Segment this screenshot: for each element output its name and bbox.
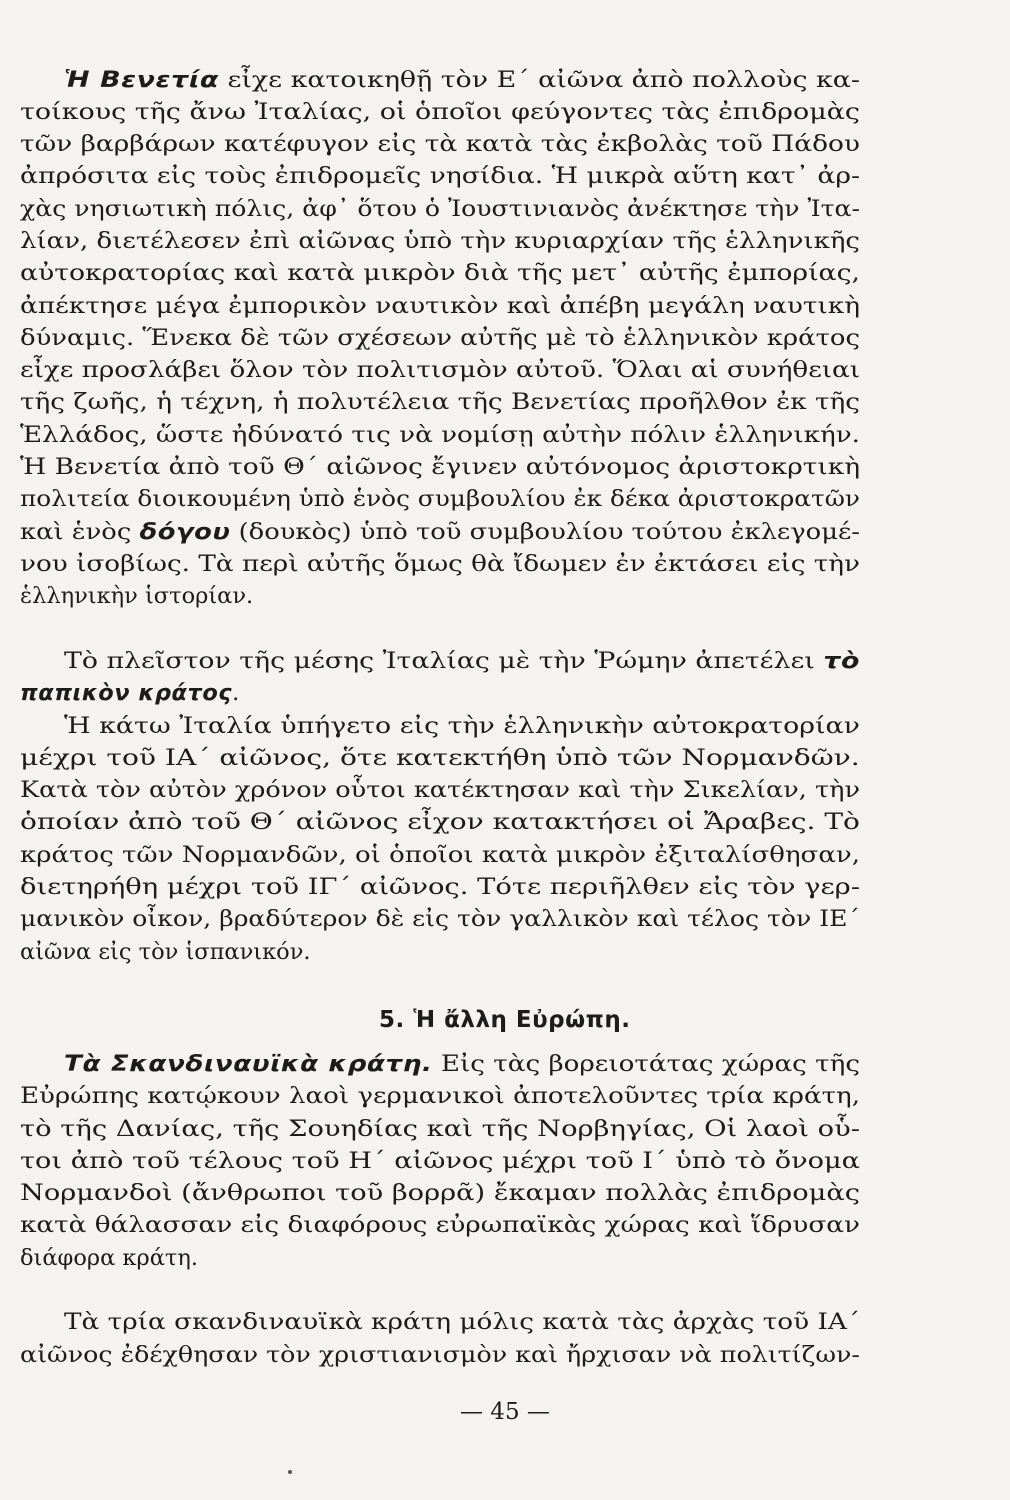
page-number-text: — 45 — xyxy=(460,1399,550,1425)
text-run: Εἰς τὰς βορειοτάτας χώρας τῆς xyxy=(432,1051,861,1077)
text-run: κράτος τῶν Νορμανδῶν, οἱ ὁποῖοι κατὰ μικρὸν ἐξιταλίσθησαν, xyxy=(20,842,860,868)
text-line-content xyxy=(20,354,860,386)
text-line-content xyxy=(20,1145,860,1177)
text-run: χὰς νησιωτικὴ πόλις, ἀφ᾿ ὅτου ὁ Ἰουστινιανὸς ἀνέκτησε τὴν Ἰτα- xyxy=(20,196,861,222)
text-run: ἀπέκτησε μέγα ἐμπορικὸν ναυτικὸν καὶ ἀπέβη μεγάλη ναυτικὴ xyxy=(20,293,861,319)
text-line-content xyxy=(20,1209,860,1241)
text-line xyxy=(0,483,1010,515)
text-line xyxy=(0,806,1010,838)
text-line-content xyxy=(20,1339,860,1371)
text-run: εἶχε κατοικηθῇ τὸν Ε΄ αἰῶνα ἀπὸ πολλοὺς κα- xyxy=(218,67,861,93)
text-line-content xyxy=(20,516,860,548)
text-line xyxy=(0,160,1010,192)
text-line xyxy=(0,580,1010,612)
text-run: (δουκὸς) ὑπὸ τοῦ συμβουλίου τούτου ἐκλεγομέ- xyxy=(230,519,861,545)
text-run: ἀπρόσιτα εἰς τοὺς ἐπιδρομεῖς νησίδια. Ἡ μικρὰ αὕτη κατ᾿ ἀρ- xyxy=(20,163,860,189)
emphasis-text: δόγου xyxy=(139,519,231,545)
text-run: αὐτοκρατορίας καὶ κατὰ μικρὸν διὰ τῆς μετ᾿ αὐτῆς ἐμπορίας, xyxy=(20,260,860,286)
text-line-content xyxy=(20,548,860,580)
text-run: ὁποίαν ἀπὸ τοῦ Θ΄ αἰῶνος εἶχον κατακτήσει οἱ Ἄραβες. Τὸ xyxy=(20,809,860,835)
text-run: τοίκους τῆς ἄνω Ἰταλίας, οἱ ὁποῖοι φεύγοντες τὰς ἐπιδρομὰς xyxy=(20,99,861,125)
text-line xyxy=(0,710,1010,742)
text-line xyxy=(0,774,1010,806)
text-line xyxy=(0,128,1010,160)
text-run: μανικὸν οἶκον, βραδύτερον δὲ εἰς τὸν γαλλικὸν καὶ τέλος τὸν ΙΕ΄ xyxy=(20,906,860,932)
text-line xyxy=(0,1048,1010,1080)
text-line-content xyxy=(20,96,860,128)
text-line xyxy=(0,451,1010,483)
text-run: μέχρι τοῦ ΙΑ΄ αἰῶνος, ὅτε κατεκτήθη ὑπὸ τῶν Νορμανδῶν. xyxy=(20,745,860,771)
text-run: Κατὰ τὸν αὐτὸν χρόνον οὗτοι κατέκτησαν καὶ τὴν Σικελίαν, τὴν xyxy=(20,777,860,803)
text-line-content xyxy=(20,290,860,322)
text-line-content xyxy=(20,936,311,968)
emphasis-text: τὸ xyxy=(823,648,860,674)
section-title xyxy=(0,1004,1010,1036)
text-line xyxy=(0,871,1010,903)
text-line-content xyxy=(20,871,860,903)
text-line-content xyxy=(20,419,860,451)
text-line-content xyxy=(20,742,860,774)
text-line xyxy=(0,1339,1010,1371)
text-line-content xyxy=(20,322,860,354)
text-run: τῆς ζωῆς, ἡ τέχνη, ἡ πολυτέλεια τῆς Βενετίας προῆλθον ἐκ τῆς xyxy=(20,389,861,415)
text-line xyxy=(0,290,1010,322)
page-number xyxy=(0,1396,1010,1428)
text-line xyxy=(0,1306,1010,1338)
text-line xyxy=(0,516,1010,548)
text-run: αἰῶνος ἐδέχθησαν τὸν χριστιανισμὸν καὶ ἤρχισαν νὰ πολιτίζων- xyxy=(20,1342,860,1368)
emphasis-text: παπικὸν κράτος xyxy=(20,680,233,706)
text-line xyxy=(0,419,1010,451)
text-run: πολιτεία διοικουμένη ὑπὸ ἑνὸς συμβουλίου ἐκ δέκα ἀριστοκρατῶν xyxy=(20,486,860,512)
text-line-content xyxy=(64,1306,860,1338)
text-line-content xyxy=(20,1080,860,1112)
text-run: διάφορα κράτη. xyxy=(20,1245,199,1271)
text-run: νου ἰσοβίως. Τὰ περὶ αὐτῆς ὅμως θὰ ἴδωμεν ἐν ἐκτάσει εἰς τὴν xyxy=(20,551,861,577)
text-line-content xyxy=(64,710,860,742)
text-line-content xyxy=(64,645,860,677)
text-run: εἶχε προσλάβει ὅλον τὸν πολιτισμὸν αὐτοῦ. Ὅλαι αἱ συνήθειαι xyxy=(20,357,861,383)
text-line xyxy=(0,677,1010,709)
text-run: Νορμανδοὶ (ἄνθρωποι τοῦ βορρᾶ) ἔκαμαν πολλὰς ἐπιδρομὰς xyxy=(20,1180,861,1206)
text-run: Εὐρώπης κατῴκουν λαοὶ γερμανικοὶ ἀποτελοῦντες τρία κράτη, xyxy=(20,1083,861,1109)
text-line xyxy=(0,386,1010,418)
text-line xyxy=(0,96,1010,128)
text-line xyxy=(0,193,1010,225)
ink-speck xyxy=(288,1470,292,1474)
text-line-content xyxy=(20,160,860,192)
text-line xyxy=(0,742,1010,774)
text-run: Ἑλλάδος, ὥστε ἠδύνατό τις νὰ νομίσῃ αὐτὴν πόλιν ἑλληνικήν. xyxy=(20,422,861,448)
text-run: . xyxy=(232,680,240,706)
text-line-content xyxy=(20,839,860,871)
text-line xyxy=(0,257,1010,289)
text-line-content xyxy=(20,386,860,418)
text-line xyxy=(0,1242,1010,1274)
text-run: αἰῶνα εἰς τὸν ἱσπανικόν. xyxy=(20,939,311,965)
text-line-content xyxy=(20,677,239,709)
text-line-content xyxy=(20,1113,860,1145)
text-run: Τὰ τρία σκανδιναυϊκὰ κράτη μόλις κατὰ τὰς ἀρχὰς τοῦ ΙΑ΄ xyxy=(64,1309,861,1335)
text-line xyxy=(0,1209,1010,1241)
text-line xyxy=(0,936,1010,968)
text-line xyxy=(0,64,1010,96)
text-run: κατὰ θάλασσαν εἰς διαφόρους εὐρωπαϊκὰς χώρας καὶ ἵδρυσαν xyxy=(20,1212,860,1238)
text-run: τῶν βαρβάρων κατέφυγον εἰς τὰ κατὰ τὰς ἐκβολὰς τοῦ Πάδου xyxy=(20,131,860,157)
section-title-text: 5. Ἡ ἄλλη Εὐρώπη. xyxy=(379,1007,631,1033)
text-line-content xyxy=(20,128,860,160)
text-run: δύναμις. Ἕνεκα δὲ τῶν σχέσεων αὐτῆς μὲ τὸ ἑλληνικὸν κράτος xyxy=(20,325,860,351)
text-line-content xyxy=(20,1177,860,1209)
text-line xyxy=(0,645,1010,677)
text-line-content xyxy=(64,1048,860,1080)
emphasis-text: Ἡ Βενετία xyxy=(64,67,219,93)
text-line xyxy=(0,1080,1010,1112)
text-line xyxy=(0,354,1010,386)
text-line xyxy=(0,225,1010,257)
text-line xyxy=(0,839,1010,871)
text-line xyxy=(0,548,1010,580)
text-line-content xyxy=(20,257,860,289)
text-line-content xyxy=(64,64,860,96)
text-line xyxy=(0,1145,1010,1177)
text-line-content xyxy=(20,580,253,612)
text-line-content xyxy=(20,225,860,257)
text-run: Ἡ κάτω Ἰταλία ὑπήγετο εἰς τὴν ἑλληνικὴν αὐτοκρατορίαν xyxy=(64,713,860,739)
text-line xyxy=(0,1113,1010,1145)
text-run: τὸ τῆς Δανίας, τῆς Σουηδίας καὶ τῆς Νορβηγίας, Οἱ λαοὶ οὗ- xyxy=(20,1116,860,1142)
text-line xyxy=(0,903,1010,935)
text-run: ἑλληνικὴν ἱστορίαν. xyxy=(20,583,254,609)
emphasis-text: Τὰ Σκανδιναυϊκὰ κράτη. xyxy=(64,1051,433,1077)
text-line-content xyxy=(20,903,860,935)
text-line xyxy=(0,1177,1010,1209)
text-line-content xyxy=(20,806,860,838)
text-run: Ἡ Βενετία ἀπὸ τοῦ Θ΄ αἰῶνος ἔγινεν αὐτόνομος ἀριστοκρτικὴ xyxy=(20,454,861,480)
text-line-content xyxy=(20,1242,198,1274)
text-line-content xyxy=(20,451,860,483)
text-line-content xyxy=(20,483,860,515)
text-run: τοι ἀπὸ τοῦ τέλους τοῦ Η΄ αἰῶνος μέχρι τοῦ Ι΄ ὑπὸ τὸ ὄνομα xyxy=(20,1148,861,1174)
text-run: Τὸ πλεῖστον τῆς μέσης Ἰταλίας μὲ τὴν Ῥώμην ἀπετέλει xyxy=(64,648,824,674)
text-run: διετηρήθη μέχρι τοῦ ΙΓ΄ αἰῶνος. Τότε περιῆλθεν εἰς τὸν γερ- xyxy=(20,874,861,900)
text-run: λίαν, διετέλεσεν ἐπὶ αἰῶνας ὑπὸ τὴν κυριαρχίαν τῆς ἑλληνικῆς xyxy=(20,228,860,254)
text-line-content xyxy=(20,774,860,806)
text-run: καὶ ἑνὸς xyxy=(20,519,140,545)
text-line xyxy=(0,322,1010,354)
text-line-content xyxy=(20,193,860,225)
